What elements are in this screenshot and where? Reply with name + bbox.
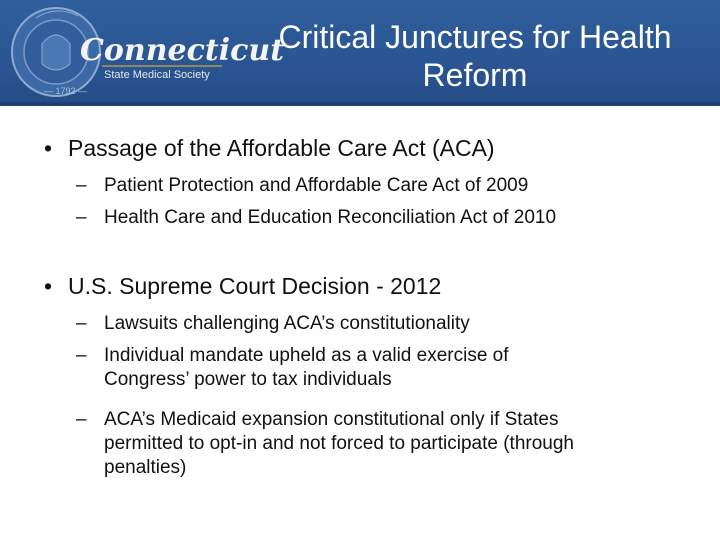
sub-bullet bbox=[76, 312, 470, 336]
sub-bullet-marker: – bbox=[76, 409, 87, 430]
bullet-aca-passage bbox=[44, 134, 495, 162]
sub-bullet-marker: – bbox=[76, 175, 87, 196]
svg-text:Connecticut: Connecticut bbox=[80, 33, 285, 68]
slide-header bbox=[0, 0, 720, 106]
sub-bullet-marker: – bbox=[76, 313, 87, 334]
sub-bullet-line: Congress’ power to tax individuals bbox=[104, 369, 392, 390]
bullet-marker: • bbox=[44, 273, 53, 299]
sub-bullet bbox=[76, 408, 574, 480]
sub-bullet-text: Lawsuits challenging ACA’s constitutionality bbox=[104, 313, 470, 334]
bullet-text: U.S. Supreme Court Decision - 2012 bbox=[68, 273, 442, 299]
sub-bullet-line: Individual mandate upheld as a valid exercise of bbox=[104, 345, 509, 366]
sub-bullet bbox=[76, 206, 557, 230]
sub-bullet-marker: – bbox=[76, 207, 87, 228]
sub-bullet-text: Patient Protection and Affordable Care Act of 2009 bbox=[104, 175, 529, 196]
bullet-supreme-court bbox=[44, 272, 442, 300]
svg-text:State Medical Society: State Medical Society bbox=[104, 69, 210, 81]
sub-bullet-marker: – bbox=[76, 345, 87, 366]
slide-title-line-2: Reform bbox=[422, 57, 528, 93]
slide-title bbox=[236, 18, 714, 94]
bullet-text: Passage of the Affordable Care Act (ACA) bbox=[68, 135, 495, 161]
sub-bullet bbox=[76, 174, 529, 198]
sub-bullet bbox=[76, 344, 509, 392]
sub-bullet-line: penalties) bbox=[104, 457, 187, 478]
sub-bullet-line: permitted to opt-in and not forced to participate (through bbox=[104, 433, 574, 454]
svg-text:— 1792 —: — 1792 — bbox=[44, 86, 88, 96]
sub-bullet-line: ACA’s Medicaid expansion constitutional only if States bbox=[104, 409, 559, 430]
csms-logo bbox=[8, 4, 285, 100]
bullet-marker: • bbox=[44, 135, 53, 161]
slide-body bbox=[0, 106, 720, 540]
slide-title-line-1: Critical Junctures for Health bbox=[278, 19, 672, 55]
sub-bullet-text: Health Care and Education Reconciliation Act of 2010 bbox=[104, 207, 557, 228]
